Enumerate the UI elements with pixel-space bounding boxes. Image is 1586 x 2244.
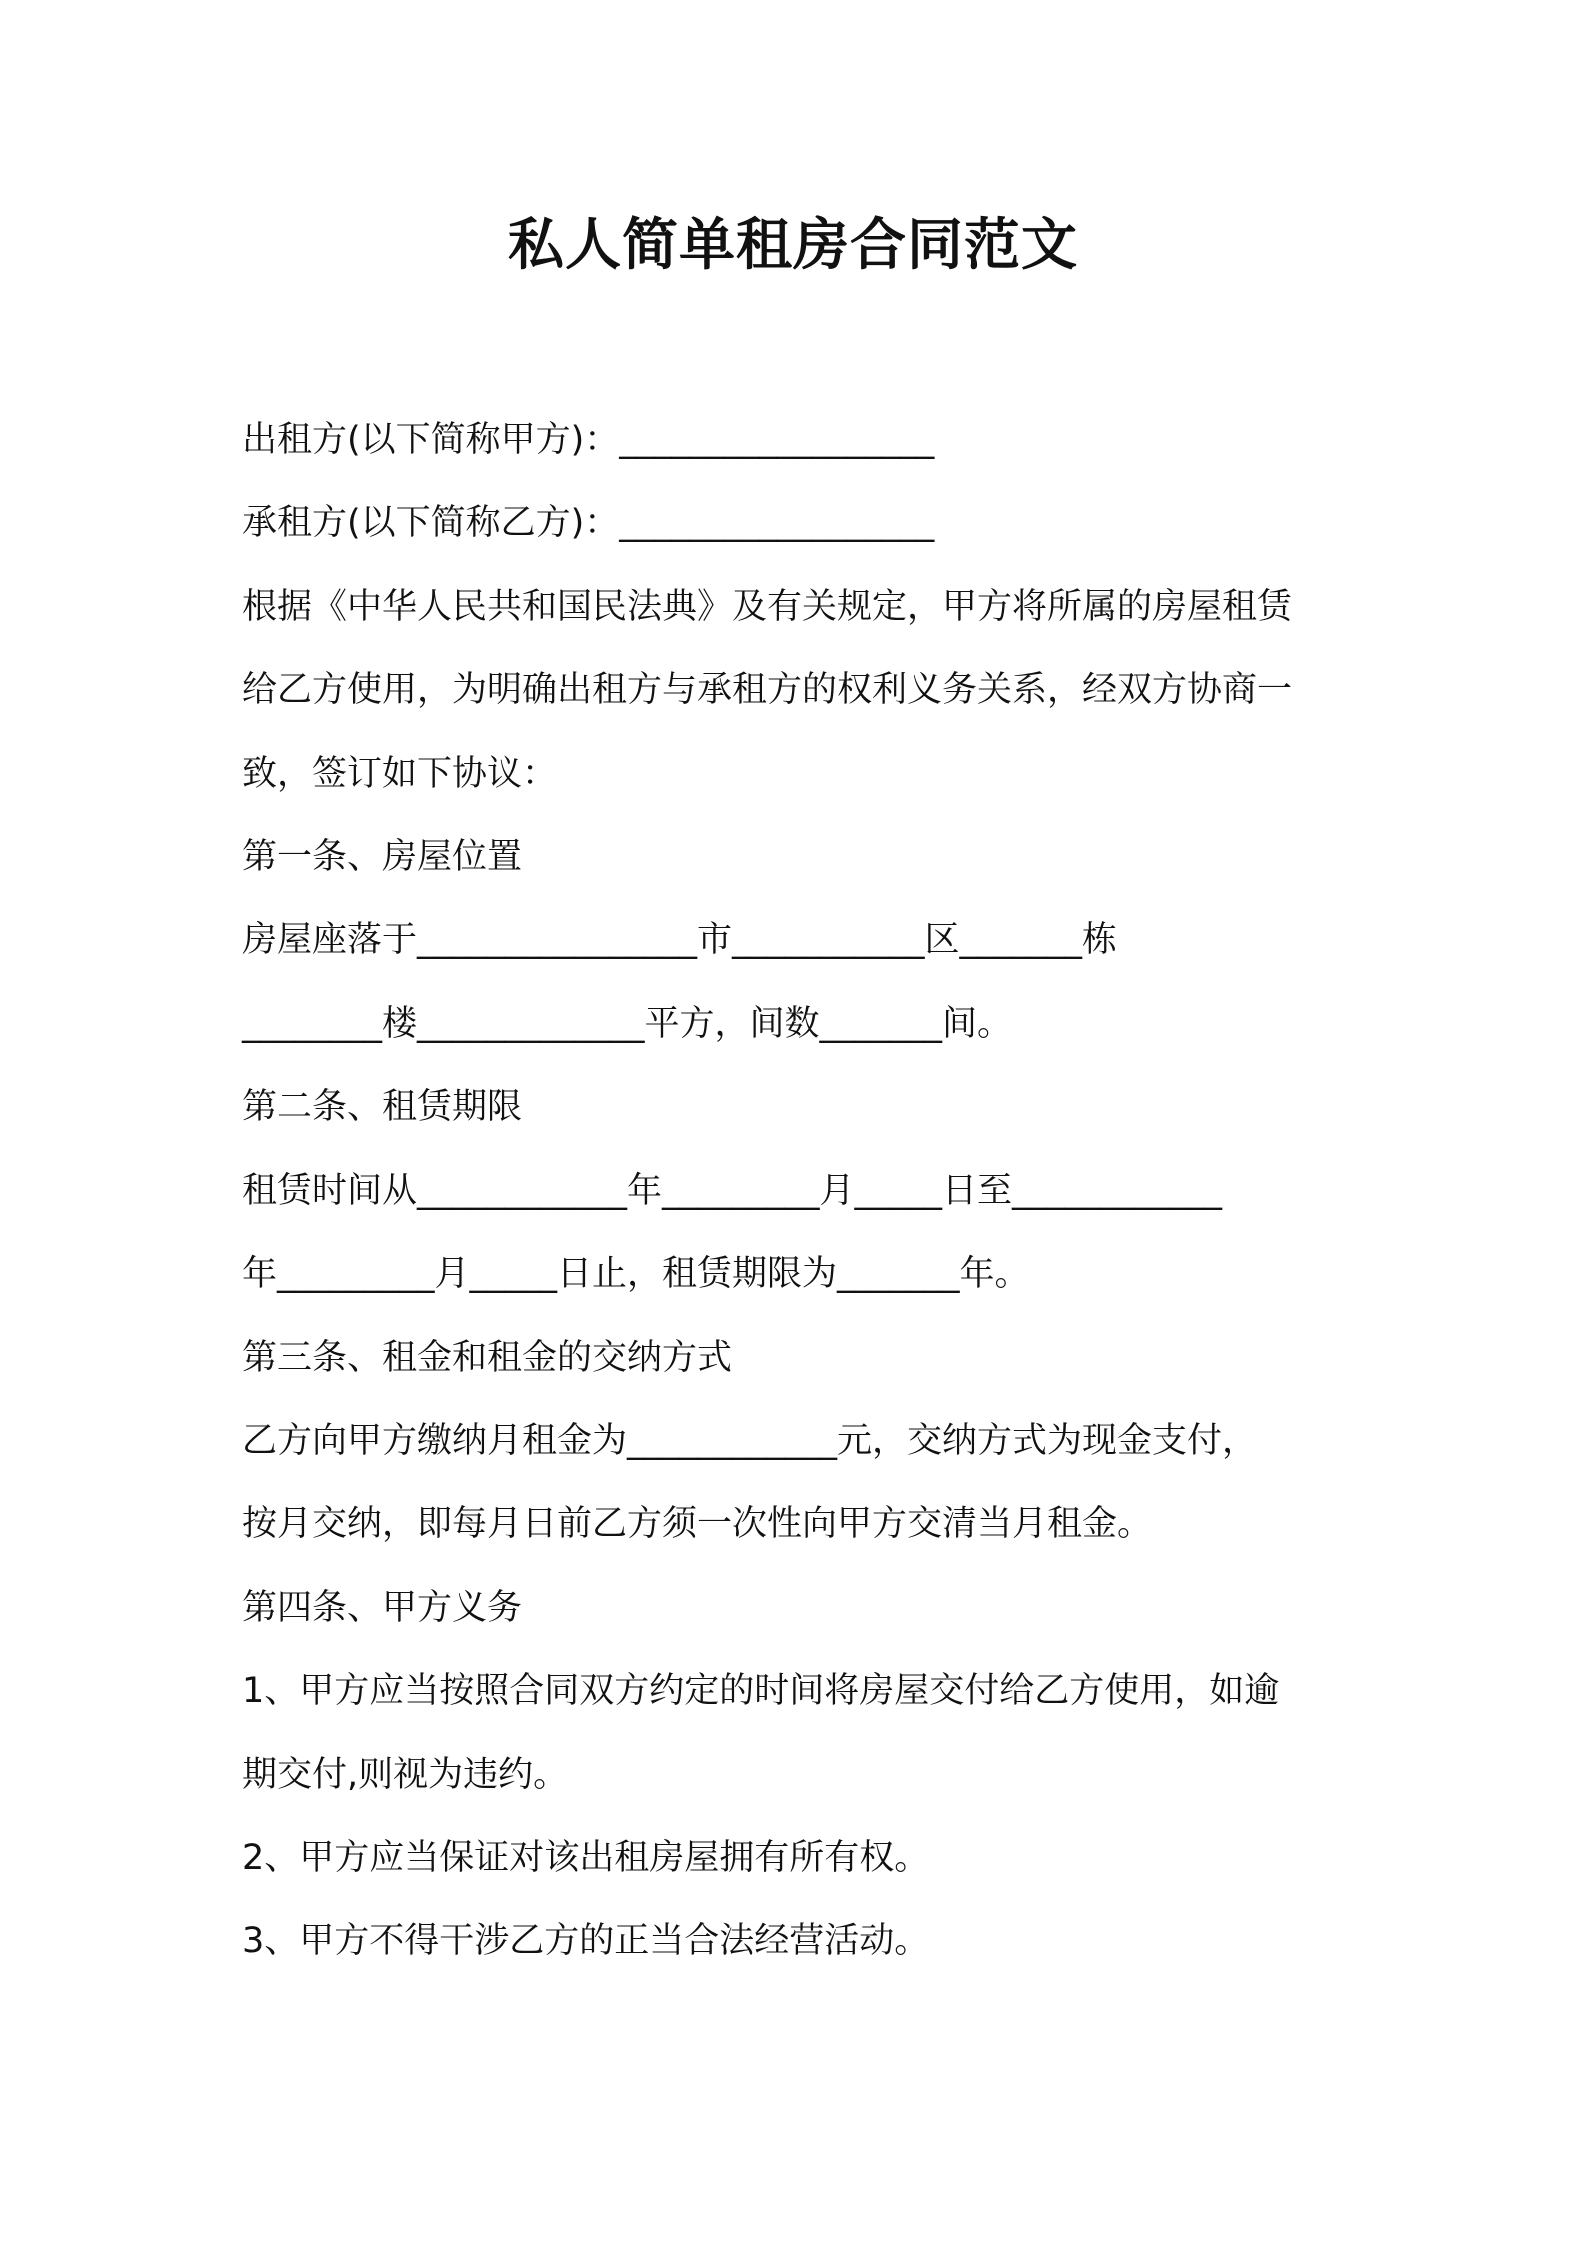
- article-4-heading: 第四条、甲方义务: [242, 1588, 523, 1628]
- article-1-text-2: ________楼_____________平方，间数_______间。: [242, 1004, 1013, 1044]
- article-2-text-1: 租赁时间从____________年_________月_____日至____________: [242, 1171, 1223, 1211]
- article-2-text-2: 年_________月_____日止，租赁期限为_______年。: [242, 1254, 1030, 1294]
- document-title: 私人简单租房合同范文: [508, 213, 1078, 278]
- article-4-item-1-line-2: 期交付,则视为违约。: [242, 1755, 569, 1795]
- preamble-line-3: 致，签订如下协议：: [242, 754, 558, 794]
- article-1-text-1: 房屋座落于________________市___________区_______栋: [242, 920, 1118, 960]
- article-4-item-3: 3、甲方不得干涉乙方的正当合法经营活动。: [242, 1921, 930, 1961]
- article-3-text-1: 乙方向甲方缴纳月租金为____________元，交纳方式为现金支付，: [242, 1421, 1258, 1461]
- article-3-heading: 第三条、租金和租金的交纳方式: [242, 1338, 733, 1378]
- article-4-item-1-line-1: 1、甲方应当按照合同双方约定的时间将房屋交付给乙方使用，如逾: [242, 1671, 1280, 1711]
- article-4-item-2: 2、甲方应当保证对该出租房屋拥有所有权。: [242, 1838, 930, 1878]
- preamble-line-2: 给乙方使用，为明确出租方与承租方的权利义务关系，经双方协商一: [242, 670, 1293, 710]
- lessor-line: 出租方(以下简称甲方)：__________________: [242, 420, 935, 460]
- preamble-line-1: 根据《中华人民共和国民法典》及有关规定，甲方将所属的房屋租赁: [242, 587, 1293, 627]
- article-3-text-2: 按月交纳，即每月日前乙方须一次性向甲方交清当月租金。: [242, 1504, 1153, 1544]
- article-2-heading: 第二条、租赁期限: [242, 1087, 523, 1127]
- article-1-heading: 第一条、房屋位置: [242, 837, 523, 877]
- lessee-line: 承租方(以下简称乙方)：__________________: [242, 503, 935, 543]
